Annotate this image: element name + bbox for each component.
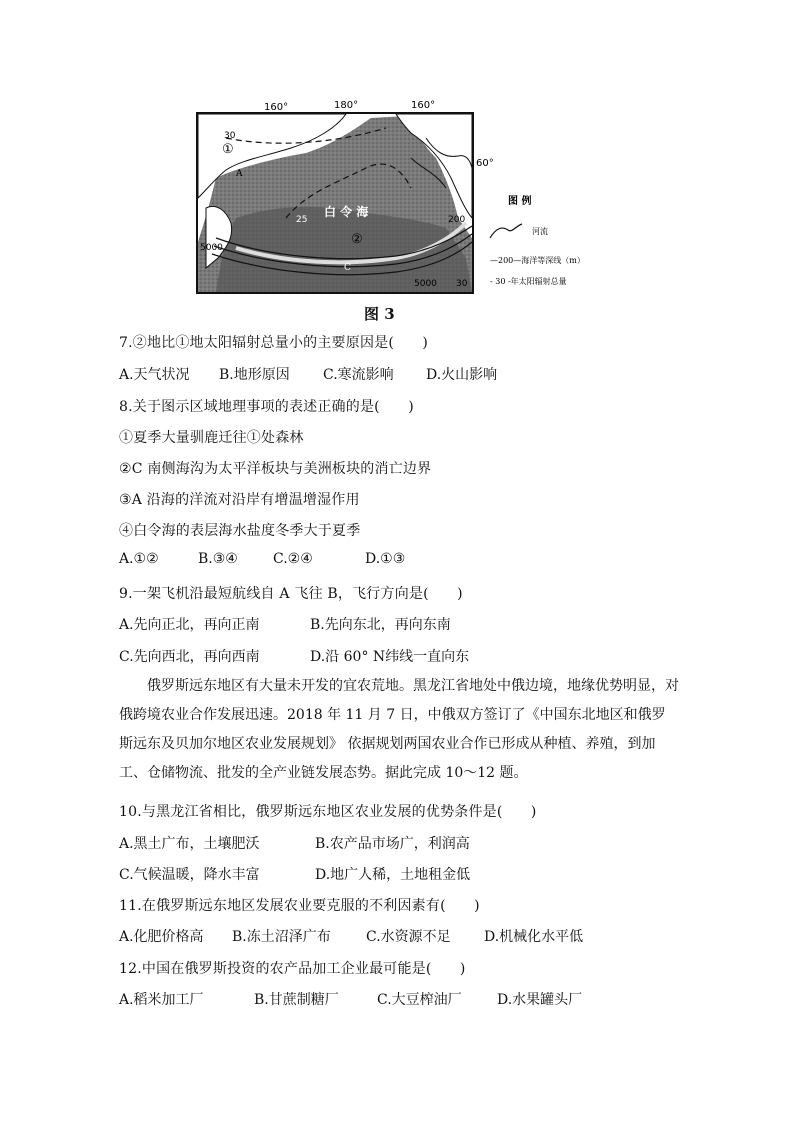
place-label-circle1: ① — [222, 142, 234, 157]
q11-option-d[interactable]: D.机械化水平低 — [484, 929, 584, 945]
legend-radiation: - 30 -年太阳辐射总量 — [490, 277, 567, 286]
q9-option-b[interactable]: B.先向东北，再向东南 — [310, 617, 451, 633]
place-label-sea: 白 令 海 — [324, 205, 369, 219]
q8-option-d[interactable]: D.①③ — [365, 551, 406, 567]
depth-label-200: 200 — [448, 215, 466, 225]
question-10-stem: 10.与黑龙江省相比，俄罗斯远东地区农业发展的优势条件是( ) — [119, 804, 537, 820]
depth-label-5000-e: 5000 — [414, 279, 437, 289]
passage-text: 俄罗斯远东地区有大量未开发的宜农荒地。黑龙江省地处中俄边境，地缘优势明显，对俄跨境农业合作发展迅速。2018 年 11 月 7 日，中俄双方签订了《中国东北地区和俄罗斯远东及贝加尔地区农业发展规划》 依据规划两国农业合作已形成从种植、养殖，到加工、仓储物流、批发的全产业链发展态势。据此完成 10～12 题。 — [119, 678, 679, 781]
q8-statement-2: ②C 南侧海沟为太平洋板块与美洲板块的消亡边界 — [119, 461, 432, 477]
question-12-stem: 12.中国在俄罗斯投资的农产品加工企业最可能是( ) — [119, 961, 466, 977]
q8-statement-1: ①夏季大量驯鹿迁往①处森林 — [119, 430, 304, 446]
radiation-label-30-e: 30 — [456, 279, 468, 289]
depth-label-5000-w: 5000 — [200, 243, 223, 253]
q10-option-b[interactable]: B.农产品市场广，利润高 — [315, 836, 470, 852]
q9-option-c[interactable]: C.先向西北，再向西南 — [119, 649, 260, 665]
reading-passage — [119, 672, 679, 788]
legend-depth: —200—海洋等深线（m） — [490, 256, 585, 265]
q8-statement-3: ③A 沿海的洋流对沿岸有增温增湿作用 — [119, 492, 360, 508]
q8-option-b[interactable]: B.③④ — [198, 551, 238, 567]
question-9-stem: 9.一架飞机沿最短航线自 A 飞往 B，飞行方向是( ) — [119, 586, 463, 602]
legend-river-symbol — [490, 224, 522, 238]
bering-sea-map — [196, 98, 614, 298]
place-label-circle2: ② — [351, 232, 363, 247]
q9-option-d[interactable]: D.沿 60° N纬线一直向东 — [310, 649, 470, 665]
q11-option-c[interactable]: C.水资源不足 — [366, 929, 451, 945]
q12-option-d[interactable]: D.水果罐头厂 — [497, 992, 583, 1008]
lon-label-160w: 160° — [264, 102, 289, 113]
place-label-a: A — [236, 169, 243, 179]
lon-label-180: 180° — [334, 100, 359, 111]
q10-option-d[interactable]: D.地广人稀，土地租金低 — [315, 867, 471, 883]
question-7-stem: 7.②地比①地太阳辐射总量小的主要原因是( ) — [119, 335, 429, 351]
legend-title: 图 例 — [508, 196, 532, 207]
lat-label-60: 60° — [476, 158, 494, 169]
q7-option-b[interactable]: B.地形原因 — [219, 367, 290, 383]
lon-label-160e: 160° — [411, 100, 436, 111]
q7-option-a[interactable]: A.天气状况 — [119, 367, 190, 383]
radiation-label-25: 25 — [296, 215, 308, 225]
q11-option-b[interactable]: B.冻土沼泽广布 — [232, 929, 331, 945]
q8-statement-4: ④白令海的表层海水盐度冬季大于夏季 — [119, 523, 361, 539]
map-figure — [196, 98, 614, 298]
q8-option-c[interactable]: C.②④ — [273, 551, 313, 567]
q12-option-c[interactable]: C.大豆榨油厂 — [377, 992, 462, 1008]
map-legend — [490, 194, 585, 286]
q11-option-a[interactable]: A.化肥价格高 — [119, 929, 204, 945]
question-11-stem: 11.在俄罗斯远东地区发展农业要克服的不利因素有( ) — [119, 898, 480, 914]
q10-option-c[interactable]: C.气候温暖，降水丰富 — [119, 867, 260, 883]
place-label-c: C — [344, 263, 351, 273]
q7-option-c[interactable]: C.寒流影响 — [323, 367, 394, 383]
radiation-label-30: 30 — [224, 131, 236, 141]
q12-option-a[interactable]: A.稻米加工厂 — [119, 992, 204, 1008]
q10-option-a[interactable]: A.黑土广布，土壤肥沃 — [119, 836, 260, 852]
q7-option-d[interactable]: D.火山影响 — [426, 367, 498, 383]
legend-river: 河流 — [532, 227, 548, 236]
question-8-stem: 8.关于图示区域地理事项的表述正确的是( ) — [119, 399, 414, 415]
figure-caption: 图 3 — [364, 305, 395, 323]
q8-option-a[interactable]: A.①② — [119, 551, 159, 567]
q12-option-b[interactable]: B.甘蔗制糖厂 — [254, 992, 339, 1008]
q9-option-a[interactable]: A.先向正北，再向正南 — [119, 617, 260, 633]
